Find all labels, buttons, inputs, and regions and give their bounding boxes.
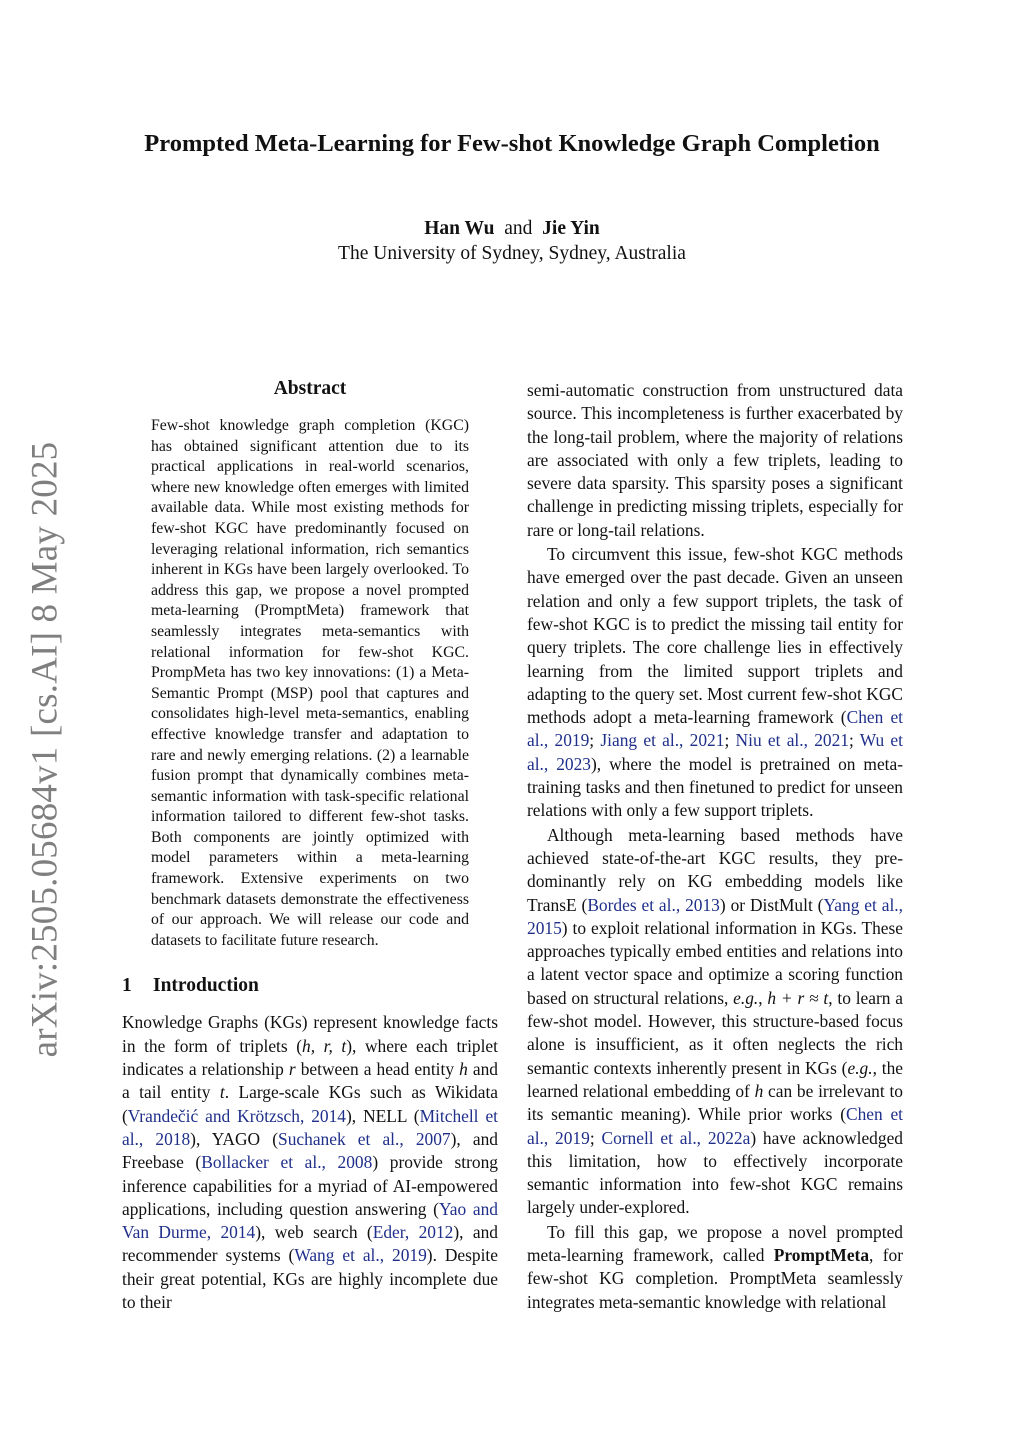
author-name: Han Wu <box>424 218 495 239</box>
citation-link[interactable]: Yang et al., 2015 <box>527 894 903 938</box>
arxiv-identifier <box>10 441 80 1057</box>
citation-link[interactable]: Wang et al., 2019 <box>294 1245 427 1266</box>
emphasis-text: e.g. <box>847 1057 873 1078</box>
body-paragraph: Knowledge Graphs (KGs) represent knowledge facts in the form of triplets (h, r, t), where each triplet indicates a relationship r between a head entity h and a tail entity t. Large-scale KGs such as Wikidata (Vrandečić and Krötzsch, 2014), NELL (Mitchell et al., 2018), YAGO (Suchanek et al., 2007), and Freebase (Bollacker et al., 2008) provide strong inference capabilities for a myriad of AI-empowered applications, including question answering (Yao and Van Durme, 2014), web search (Eder, 2012), and recommender systems (Wang et al., 2019). Despite their great potential, KGs are highly incomplete due to their <box>122 1012 499 1312</box>
math-inline: h <box>459 1059 468 1080</box>
section-title: Introduction <box>153 975 259 997</box>
body-paragraph: To fill this gap, we propose a novel prompted meta-learning framework, called PromptMeta, for few-shot KG completion. PromptMeta seamlessly integrates meta-semantic knowledge with relational <box>527 1221 903 1312</box>
arxiv-stamp-text: arXiv:2505.05684v1 [cs.AI] 8 May 2025 <box>24 441 66 1057</box>
left-column <box>122 378 498 1314</box>
author-separator: and <box>504 218 533 239</box>
math-inline: t <box>219 1082 225 1103</box>
paper-title: Prompted Meta-Learning for Few-shot Knowledge Graph Completion <box>144 130 880 157</box>
author-line <box>60 218 964 240</box>
abstract-heading: Abstract <box>273 378 347 399</box>
citation-link[interactable]: Jiang et al., 2021 <box>600 730 725 751</box>
right-column <box>527 379 903 1314</box>
math-inline: h, r, t <box>302 1035 347 1056</box>
citation-link[interactable]: Chen et al., 2019 <box>527 1104 903 1148</box>
body-paragraph: semi-automatic construction from unstructured data source. This incompleteness is further exacerbated by the long-tail problem, where the majority of relations are associated with only a few triplets, leading to severe data sparsity. This sparsity poses a significant challenge in predicting missing triplets, especially for rare or long-tail relations. <box>527 380 903 540</box>
affiliation: The University of Sydney, Sydney, Australia <box>338 243 686 264</box>
citation-link[interactable]: Wu et al., 2023 <box>527 730 903 774</box>
citation-link[interactable]: Bordes et al., 2013 <box>587 894 720 915</box>
citation-link[interactable]: Yao and Van Durme, 2014 <box>122 1198 498 1243</box>
citation-link[interactable]: Vrandečić and Krötzsch, 2014 <box>127 1105 347 1126</box>
math-inline: h <box>754 1080 764 1101</box>
citation-link[interactable]: Niu et al., 2021 <box>735 730 849 751</box>
math-inline: h + r ≈ t <box>767 987 829 1008</box>
body-paragraph: To circumvent this issue, few-shot KGC methods have emerged over the past decade. Given an unseen relation and only a few support triplets, the task of few-shot KGC is to predict the missing tail entity for query triplets. The core challenge lies in effectively learning from the limited support triplets and adapting to the query set. Most current few-shot KGC methods adopt a meta-learning framework (Chen et al., 2019; Jiang et al., 2021; Niu et al., 2021; Wu et al., 2023), where the model is pretrained on meta-training tasks and then finetuned to predict for unseen relations with only a few support triplets. <box>527 544 904 821</box>
math-inline: r <box>288 1059 296 1080</box>
body-paragraph: Although meta-learning based methods have achieved state-of-the-art KGC results, they predominantly rely on KG embedding models like TransE (Bordes et al., 2013) or DistMult (Yang et al., 2015) to exploit relational information in KGs. These approaches typically embed entities and relations into a latent vector space and optimize a scoring function based on structural relations, e.g., h + r ≈ t, to learn a few-shot model. However, this structure-based focus alone is insufficient, as it often neglects the rich semantic contexts inherently present in KGs (e.g., the learned relational embedding of h can be irrelevant to its semantic meaning). While prior works (Chen et al., 2019; Cornell et al., 2022a) have acknowledged this limitation, how to effectively incorporate semantic information into few-shot KGC remains largely under-explored. <box>527 824 903 1218</box>
citation-link[interactable]: Eder, 2012 <box>372 1222 454 1243</box>
emphasis-text: e.g. <box>733 987 759 1008</box>
abstract-text: Few-shot knowledge graph completion (KGC) has obtained significant attention due to its practical applications in real-world scenarios, where new knowledge often emerges with limited available data. While most existing methods for few-shot KGC have predominantly focused on leveraging relational information, rich semantics inherent in KGs have been largely overlooked. To address this gap, we propose a novel prompted meta-learning (PromptMeta) framework that seamlessly integrates meta-semantics with relational information for few-shot KGC. PrompMeta has two key innovations: (1) a Meta-Semantic Prompt (MSP) pool that captures and consolidates high-level meta-semantics, enabling effective knowledge transfer and adaptation to rare and newly emerging relations. (2) a learnable fusion prompt that dynamically combines meta-semantic information with task-specific relational information tailored to different few-shot tasks. Both components are jointly optimized with model parameters within a meta-learning framework. Extensive experiments on two benchmark datasets demonstrate the effectiveness of our approach. We will release our code and datasets to facilitate future research. <box>151 417 469 949</box>
citation-link[interactable]: Chen et al., 2019 <box>527 707 904 751</box>
method-name: PromptMeta <box>773 1244 870 1265</box>
citation-link[interactable]: Mitchell et al., 2018 <box>122 1105 498 1149</box>
author-name: Jie Yin <box>542 218 600 239</box>
section-heading <box>122 975 498 997</box>
citation-link[interactable]: Cornell et al., 2022a <box>601 1127 751 1148</box>
citation-link[interactable]: Suchanek et al., 2007 <box>278 1128 451 1149</box>
citation-link[interactable]: Bollacker et al., 2008 <box>201 1152 373 1173</box>
section-number: 1 <box>122 975 132 997</box>
